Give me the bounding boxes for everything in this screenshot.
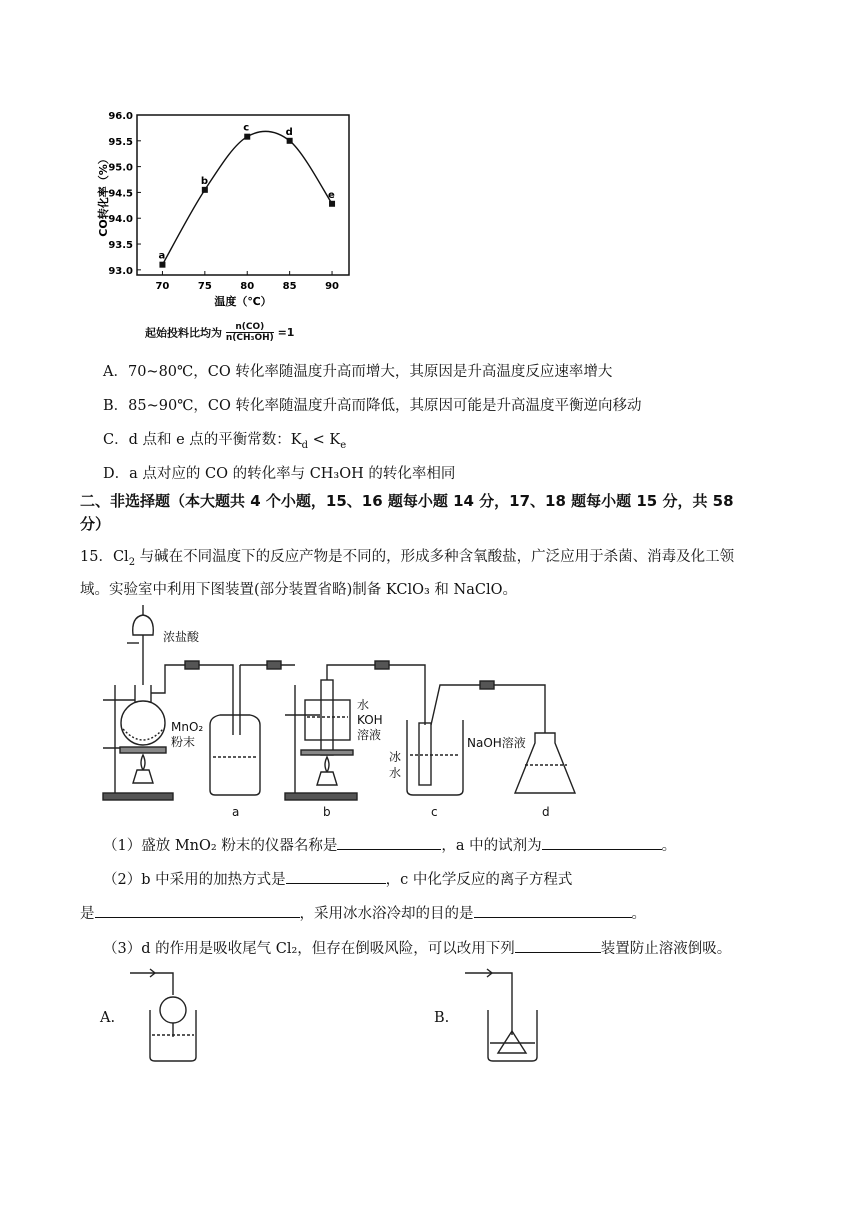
gas-washing-bottle-a [210, 715, 260, 795]
q15-sub2 [103, 868, 572, 889]
flask-powder [123, 729, 163, 740]
wire-gauze-1 [120, 747, 166, 753]
separatory-funnel [133, 615, 154, 635]
y-tick-label: 94.0 [108, 214, 133, 226]
choice-b-device [460, 965, 550, 1065]
choice-b-label: B. [434, 1010, 450, 1026]
alcohol-lamp-1 [133, 770, 153, 783]
y-tick-label: 94.5 [108, 188, 133, 200]
connector-1 [185, 661, 199, 669]
caption-numerator: n(CO) [226, 322, 274, 333]
answer-blank-2[interactable] [542, 835, 662, 850]
q15-sub1-a: （1）盛放 MnO₂ 粉末的仪器名称是 [103, 838, 338, 854]
answer-blank-1[interactable] [337, 835, 441, 850]
option-c [103, 428, 346, 451]
caption-denominator: n(CH₃OH) [225, 333, 274, 343]
y-tick-label: 96.0 [108, 111, 133, 122]
option-c-pre: C．d 点和 e 点的平衡常数：K [103, 432, 302, 448]
point-label: e [328, 189, 335, 201]
q15-sub1 [103, 834, 676, 855]
data-point [159, 262, 165, 268]
section-heading-line1: 二、非选择题（本大题共 4 个小题，15、16 题每小题 14 分，17、18 题每小题 15 分，共 58 [80, 492, 734, 510]
q15-intro-post: 与碱在不同温度下的反应产物是不同的，形成多种含氧酸盐，广泛应用于杀菌、消毒及化工领 [135, 549, 735, 565]
x-tick-label: 75 [197, 281, 212, 292]
tube-4 [431, 685, 545, 733]
caption-prefix: 起始投料比均为 [145, 326, 222, 340]
tube-choice-b [492, 973, 512, 1035]
letter-d: d [542, 805, 550, 819]
data-point [202, 187, 208, 193]
letter-b: b [323, 805, 331, 819]
q15-sub3-b: 装置防止溶液倒吸。 [600, 941, 732, 957]
data-point [244, 134, 250, 140]
label-naoh: NaOH溶液 [467, 736, 526, 750]
series-line [162, 131, 332, 264]
answer-blank-3[interactable] [286, 869, 386, 884]
x-tick-label: 80 [240, 281, 255, 292]
tube-choice-a [155, 973, 173, 995]
test-tube-c [419, 723, 431, 785]
x-tick-label: 70 [155, 281, 170, 292]
q15-intro-sub: 2 [128, 556, 136, 568]
q15-intro-pre: 15．Cl [80, 549, 129, 565]
section-heading-line2: 分） [80, 515, 111, 533]
q15-sub2-c: 是 [80, 906, 95, 922]
option-a: A．70~80℃，CO 转化率随温度升高而增大，其原因是升高温度反应速率增大 [103, 364, 613, 380]
label-koh-solution: 溶液 [357, 728, 382, 742]
label-ice: 冰 [389, 750, 402, 764]
option-d: D．a 点对应的 CO 的转化率与 CH₃OH 的转化率相同 [103, 466, 456, 482]
label-mno2: MnO₂ [171, 720, 204, 734]
chart-caption [145, 322, 294, 343]
answer-blank-5[interactable] [474, 903, 632, 918]
round-bottom-flask [121, 701, 165, 745]
label-koh: KOH [357, 713, 383, 727]
q15-sub1-b: ，a 中的试剂为 [441, 838, 542, 854]
q15-sub2-a: （2）b 中采用的加热方式是 [103, 872, 286, 888]
letter-c: c [431, 805, 438, 819]
water-bath-b [305, 700, 350, 740]
x-axis-label: 温度（℃） [214, 295, 272, 308]
answer-blank-6[interactable] [515, 938, 601, 953]
q15-sub2-b: ，c 中化学反应的离子方程式 [385, 872, 573, 888]
q15-sub2-d: ，采用冰水浴冷却的目的是 [299, 906, 474, 922]
point-label: b [200, 175, 209, 187]
stand-base-1 [103, 793, 173, 800]
q15-sub1-c: 。 [661, 838, 677, 854]
data-point [329, 201, 335, 207]
label-powder: 粉末 [171, 735, 196, 749]
y-tick-label: 95.5 [108, 136, 133, 148]
q15-sub2-line2 [80, 902, 646, 923]
y-tick-label: 93.5 [108, 240, 133, 252]
q15-sub3-a: （3）d 的作用是吸收尾气 Cl₂，但存在倒吸风险，可以改用下列 [103, 941, 515, 957]
caption-suffix: =1 [277, 326, 295, 339]
q15-intro-line2: 域。实验室中利用下图装置(部分装置省略)制备 KClO₃ 和 NaClO。 [80, 582, 517, 598]
label-ice-water: 水 [389, 766, 402, 780]
point-label: a [158, 250, 166, 262]
x-tick-label: 85 [282, 281, 297, 292]
q15-sub3 [103, 937, 731, 958]
data-point [287, 138, 293, 144]
co-conversion-chart [95, 105, 365, 355]
point-label: c [243, 122, 250, 134]
y-tick-label: 93.0 [108, 265, 133, 277]
ice-bath-c [407, 720, 463, 795]
q15-sub2-e: 。 [631, 906, 646, 922]
alcohol-lamp-2 [317, 772, 337, 785]
q15-intro [80, 545, 734, 568]
flame-1 [141, 755, 145, 770]
label-hcl: 浓盐酸 [163, 630, 200, 644]
stand-base-2 [285, 793, 357, 800]
point-label: d [285, 126, 293, 138]
choice-a-device [125, 965, 215, 1065]
answer-blank-4[interactable] [95, 903, 300, 918]
label-water: 水 [357, 698, 370, 712]
y-axis-label: CO转化率（%） [97, 153, 110, 237]
option-b: B．85~90℃，CO 转化率随温度升高而降低，其原因可能是升高温度平衡逆向移动 [103, 398, 642, 414]
inverted-funnel-bulb [160, 997, 186, 1023]
letter-a: a [232, 805, 240, 819]
option-c-sub1: d [301, 439, 309, 451]
option-c-mid: < K [308, 432, 341, 448]
option-c-sub2: e [340, 439, 347, 451]
x-tick-label: 90 [325, 281, 340, 292]
apparatus-diagram [95, 605, 605, 820]
y-tick-label: 95.0 [108, 162, 133, 174]
choice-a-label: A. [100, 1010, 116, 1026]
